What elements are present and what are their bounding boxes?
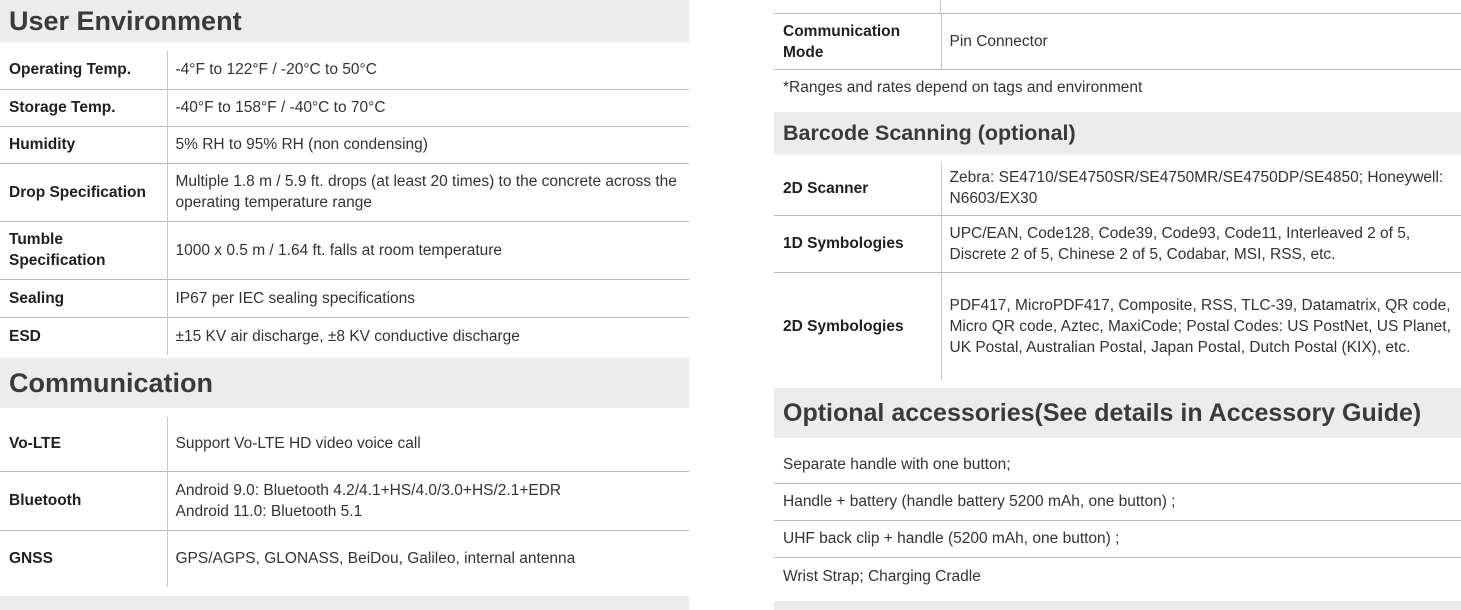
next-section-header [774, 601, 1461, 610]
communication-header [0, 358, 689, 408]
spec-label: 1D Symbologies [774, 215, 941, 272]
table-row [774, 14, 1461, 69]
footnote: *Ranges and rates depend on tags and environment [783, 79, 1143, 96]
spec-label: GNSS [0, 530, 167, 587]
spec-value: IP67 per IEC sealing specifications [175, 289, 416, 307]
spec-label: Vo-LTE [0, 417, 167, 471]
spec-label: ESD [0, 317, 167, 355]
spec-value: ±15 KV air discharge, ±8 KV conductive discharge [175, 327, 520, 345]
rfid-table [774, 14, 1461, 69]
table-row [774, 272, 1461, 380]
table-row [0, 51, 689, 89]
spec-value: Support Vo-LTE HD video voice call [175, 435, 421, 453]
list-item: Wrist Strap; Charging Cradle [783, 567, 981, 585]
list-item: Handle + battery (handle battery 5200 mAh, one button) ; [774, 484, 1461, 521]
section-title: User Environment [9, 5, 242, 36]
spec-value: Pin Connector [949, 33, 1048, 50]
table-row [0, 89, 689, 126]
section-title: Optional accessories(See details in Accessory Guide) [783, 398, 1422, 427]
divider [774, 69, 1461, 70]
optional-accessories-header [774, 388, 1461, 438]
spec-value: Multiple 1.8 m / 5.9 ft. drops (at least 20 times) to the concrete across the operating temperature range [175, 173, 677, 211]
spec-value: GPS/AGPS, GLONASS, BeiDou, Galileo, internal antenna [175, 550, 576, 568]
section-title: Barcode Scanning (optional) [783, 121, 1076, 145]
table-row [0, 279, 689, 317]
list-item: Separate handle with one button; [774, 447, 1461, 484]
spec-label: Bluetooth [0, 471, 167, 530]
spec-label: Humidity [0, 126, 167, 163]
spec-value: UPC/EAN, Code128, Code39, Code93, Code11, Interleaved 2 of 5, Discrete 2 of 5, Chinese 2 of 5, Codabar, MSI, RSS, etc. [949, 224, 1411, 263]
spec-value: Zebra: SE4710/SE4750SR/SE4750MR/SE4750DP/SE4850; Honeywell: N6603/EX30 [949, 169, 1444, 208]
barcode-scanning-header [774, 112, 1461, 155]
table-row [0, 317, 689, 355]
spec-value: 5% RH to 95% RH (non condensing) [175, 136, 428, 153]
table-row [0, 126, 689, 163]
spec-value-multiline [167, 471, 689, 530]
spec-label: Operating Temp. [0, 51, 167, 89]
spec-label: Drop Specification [0, 163, 167, 221]
spec-label: Sealing [0, 279, 167, 317]
table-row [774, 215, 1461, 272]
next-section-header [0, 596, 689, 610]
spec-value-line: Android 11.0: Bluetooth 5.1 [175, 502, 363, 520]
communication-table [0, 417, 689, 587]
user-environment-header [0, 0, 689, 42]
list-item: UHF back clip + handle (5200 mAh, one button) ; [774, 521, 1461, 558]
barcode-table [774, 162, 1461, 380]
spec-value: 1000 x 0.5 m / 1.64 ft. falls at room temperature [175, 241, 503, 259]
spec-value: -4°F to 122°F / -20°C to 50°C [175, 61, 377, 79]
spec-value: -40°F to 158°F / -40°C to 70°C [175, 99, 386, 116]
table-row [0, 221, 689, 279]
column-divider [940, 0, 941, 14]
section-title: Communication [9, 367, 214, 398]
table-row [0, 471, 689, 530]
spec-value-line: Android 9.0: Bluetooth 4.2/4.1+HS/4.0/3.0+HS/2.1+EDR [175, 481, 562, 499]
spec-value: PDF417, MicroPDF417, Composite, RSS, TLC-39, Datamatrix, QR code, Micro QR code, Aztec, MaxiCode; Postal Codes: US PostNet, US Planet, UK Postal, Australian Postal, Japan Postal, Dutch Postal (KIX), etc. [949, 296, 1451, 356]
accessories-list [774, 447, 1461, 595]
spec-label: 2D Symbologies [774, 272, 941, 380]
spec-label: Storage Temp. [0, 89, 167, 126]
table-row [0, 530, 689, 587]
table-row [774, 162, 1461, 215]
spec-label: Tumble Specification [0, 221, 167, 279]
user-environment-table [0, 51, 689, 355]
table-row [0, 163, 689, 221]
spec-label: Communication Mode [774, 14, 941, 69]
clipped-row [774, 0, 1461, 14]
spec-label: 2D Scanner [774, 162, 941, 215]
table-row [0, 417, 689, 471]
